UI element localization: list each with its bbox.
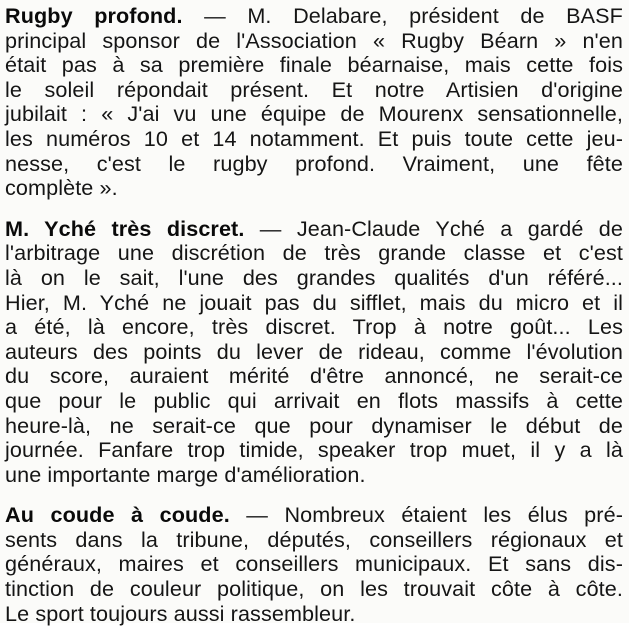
text-line: auteurs des points du lever de rideau, comme l'évolution bbox=[5, 338, 623, 364]
text-line: heure-là, ne serait-ce que pour dynamiser le début de bbox=[5, 412, 623, 438]
text-line: complète ». bbox=[5, 175, 118, 201]
paragraph-heading: Rugby profond. bbox=[5, 3, 183, 28]
text-line: journée. Fanfare trop timide, speaker trop muet, il y a là bbox=[5, 437, 623, 463]
text-line: l'arbitrage une discrétion de très grande classe et c'est bbox=[5, 240, 623, 266]
heading-dash: — bbox=[182, 3, 248, 28]
text-line bbox=[5, 217, 623, 242]
text-line: Le sport toujours aussi rassembleur. bbox=[5, 600, 356, 626]
paragraph-yche-discret bbox=[5, 217, 623, 488]
text-line bbox=[5, 503, 623, 528]
paragraph-heading: Au coude à coude. bbox=[5, 502, 230, 528]
text-line: tinction de couleur politique, on les trouvait côte à côte. bbox=[5, 576, 623, 602]
text-line: là on le sait, l'une des grandes qualités d'un référé... bbox=[5, 264, 623, 290]
text-line: Hier, M. Yché ne jouait pas du sifflet, mais du micro et il bbox=[5, 289, 623, 315]
paragraph-heading: M. Yché très discret. bbox=[5, 215, 245, 241]
text-line: du score, auraient mérité d'être annoncé, ne serait-ce bbox=[5, 363, 623, 389]
text-line: que pour le public qui arrivait en flots massifs à cette bbox=[5, 387, 623, 413]
text-line: principal sponsor de l'Association « Rugby Béarn » n'en bbox=[5, 27, 623, 53]
text-line: le soleil répondait présent. Et notre Artisien d'origine bbox=[5, 76, 623, 102]
paragraph-coude-a-coude bbox=[5, 503, 623, 626]
heading-dash: — bbox=[244, 215, 297, 241]
text-line: sents dans la tribune, députés, conseillers régionaux et bbox=[5, 526, 623, 552]
text-line: les numéros 10 et 14 notamment. Et puis toute cette jeu- bbox=[5, 125, 623, 151]
text-line: jubilait : « J'ai vu une équipe de Mourenx sensationnelle, bbox=[5, 101, 623, 127]
text-line bbox=[5, 4, 623, 29]
line-text: M. Delabare, président de BASF bbox=[247, 3, 623, 28]
paragraph-rugby-profond bbox=[5, 4, 623, 201]
text-line: généraux, maires et conseillers municipaux. Et sans dis- bbox=[5, 551, 623, 577]
text-line: nesse, c'est le rugby profond. Vraiment, une fête bbox=[5, 150, 623, 176]
heading-dash: — bbox=[229, 502, 285, 528]
line-text: Nombreux étaient les élus pré- bbox=[284, 502, 623, 528]
text-line: une importante marge d'amélioration. bbox=[5, 461, 366, 487]
text-line: était pas à sa première finale béarnaise, mais cette fois bbox=[5, 52, 623, 78]
text-line: a été, là encore, très discret. Trop à notre goût... Les bbox=[5, 314, 623, 340]
line-text: Jean-Claude Yché a gardé de bbox=[296, 215, 624, 241]
